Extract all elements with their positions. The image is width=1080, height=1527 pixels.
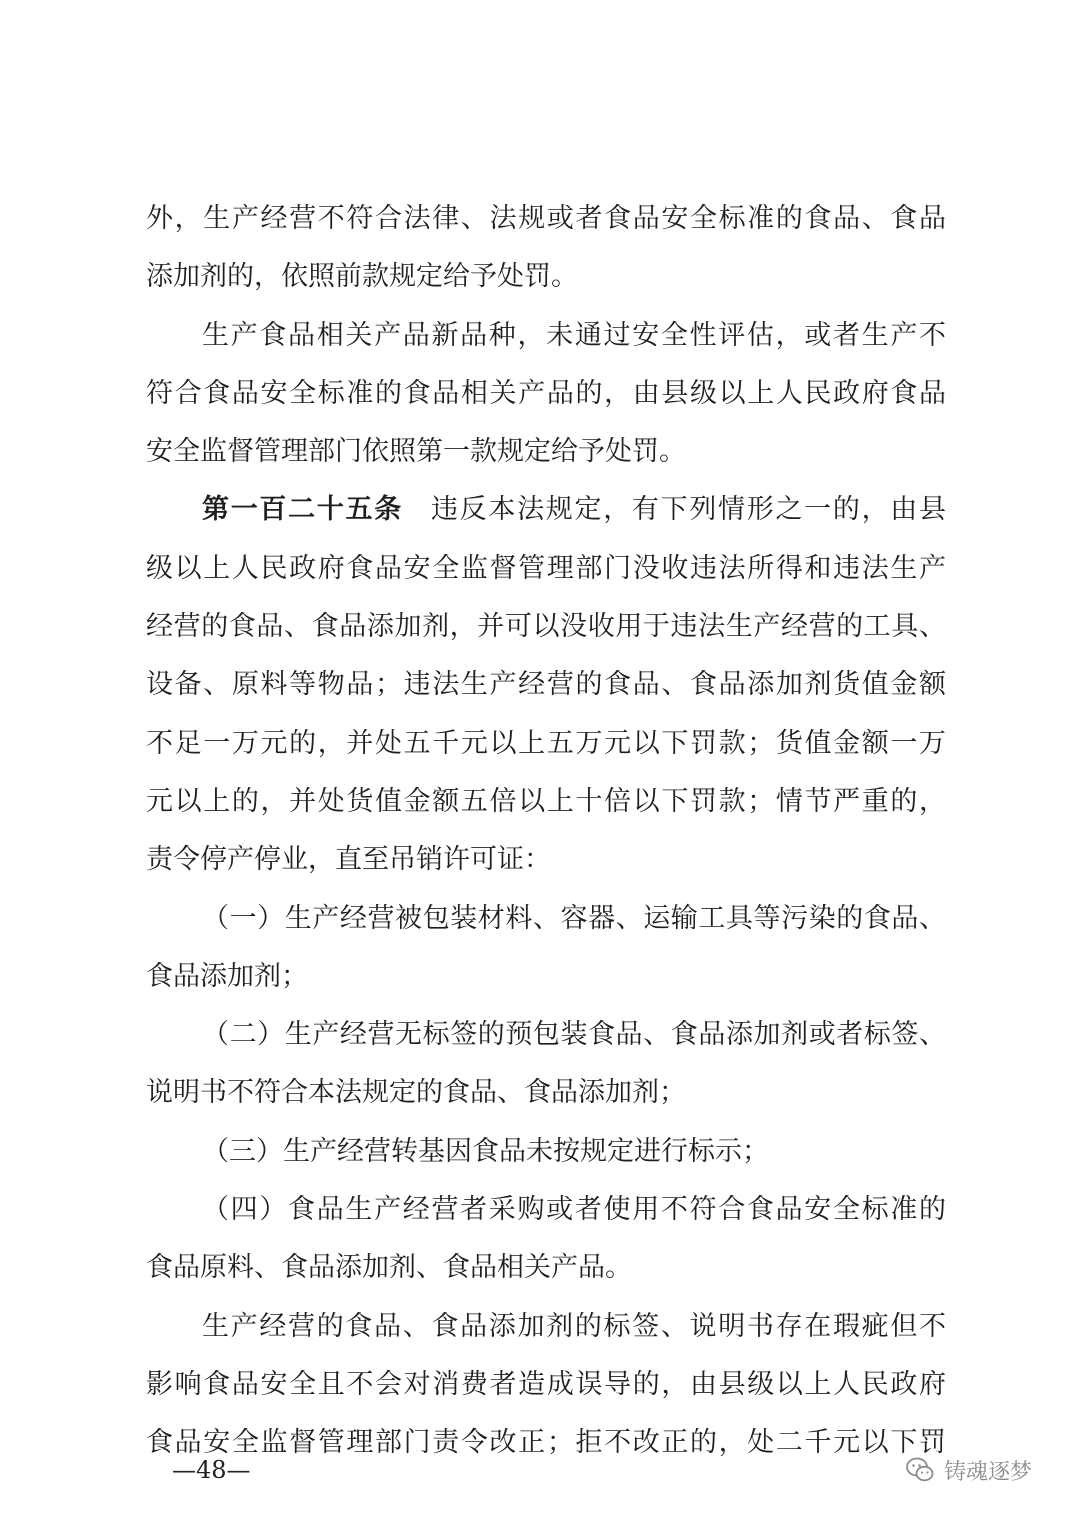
text-line xyxy=(146,598,946,656)
line-text: （四）食品生产经营者采购或者使用不符合食品安全标准的 xyxy=(202,1194,946,1226)
text-line xyxy=(146,190,946,248)
text-line xyxy=(146,248,946,306)
text-line xyxy=(146,1064,946,1122)
line-text: （二）生产经营无标签的预包装食品、食品添加剂或者标签、 xyxy=(202,1019,946,1051)
text-line xyxy=(146,423,946,481)
text-line xyxy=(146,948,946,1006)
line-text: 生产食品相关产品新品种，未通过安全性评估，或者生产不 xyxy=(202,319,946,351)
text-line xyxy=(146,890,946,948)
text-line xyxy=(146,656,946,714)
text-line xyxy=(146,773,946,831)
text-line xyxy=(146,715,946,773)
text-line xyxy=(146,481,946,539)
line-text: （三）生产经营转基因食品未按规定进行标示； xyxy=(202,1135,769,1167)
line-text: 经营的食品、食品添加剂，并可以没收用于违法生产经营的工具、 xyxy=(146,611,946,643)
line-text: 影响食品安全且不会对消费者造成误导的，由县级以上人民政府 xyxy=(146,1368,946,1400)
text-line xyxy=(146,1414,946,1472)
watermark-text: 铸魂逐梦 xyxy=(944,1459,1033,1485)
text-line xyxy=(146,365,946,423)
line-text: 生产经营的食品、食品添加剂的标签、说明书存在瑕疵但不 xyxy=(202,1310,946,1342)
text-line xyxy=(146,1298,946,1356)
line-text: 违反本法规定，有下列情形之一的，由县 xyxy=(430,494,947,526)
line-text: （一）生产经营被包装材料、容器、运输工具等污染的食品、 xyxy=(202,902,946,934)
line-text: 符合食品安全标准的食品相关产品的，由县级以上人民政府食品 xyxy=(146,377,946,409)
text-line xyxy=(146,831,946,889)
wechat-icon xyxy=(904,1454,936,1486)
line-text: 设备、原料等物品；违法生产经营的食品、食品添加剂货值金额 xyxy=(146,669,946,701)
line-text: 元以上的，并处货值金额五倍以上十倍以下罚款；情节严重的， xyxy=(146,785,946,817)
watermark xyxy=(904,1450,1032,1490)
text-line xyxy=(146,1239,946,1297)
line-text: 级以上人民政府食品安全监督管理部门没收违法所得和违法生产 xyxy=(146,552,946,584)
page-number: —48— xyxy=(172,1456,251,1484)
line-text: 食品添加剂； xyxy=(146,960,308,992)
text-line xyxy=(146,1123,946,1181)
line-text: 外，生产经营不符合法律、法规或者食品安全标准的食品、食品 xyxy=(146,203,946,234)
line-text: 食品原料、食品添加剂、食品相关产品。 xyxy=(146,1252,632,1284)
text-line xyxy=(146,540,946,598)
line-text: 不足一万元的，并处五千元以上五万元以下罚款；货值金额一万 xyxy=(146,727,946,759)
text-line xyxy=(146,1006,946,1064)
line-text: 安全监督管理部门依照第一款规定给予处罚。 xyxy=(146,436,686,468)
text-line xyxy=(146,307,946,365)
line-text: 责令停产停业，直至吊销许可证： xyxy=(146,844,551,876)
article-heading: 第一百二十五条 xyxy=(202,494,403,526)
document-body xyxy=(146,190,946,1473)
line-text: 食品安全监督管理部门责令改正；拒不改正的，处二千元以下罚 xyxy=(146,1427,946,1459)
line-text: 添加剂的，依照前款规定给予处罚。 xyxy=(146,261,578,293)
line-text: 说明书不符合本法规定的食品、食品添加剂； xyxy=(146,1077,686,1109)
text-line xyxy=(146,1181,946,1239)
text-line xyxy=(146,1356,946,1414)
